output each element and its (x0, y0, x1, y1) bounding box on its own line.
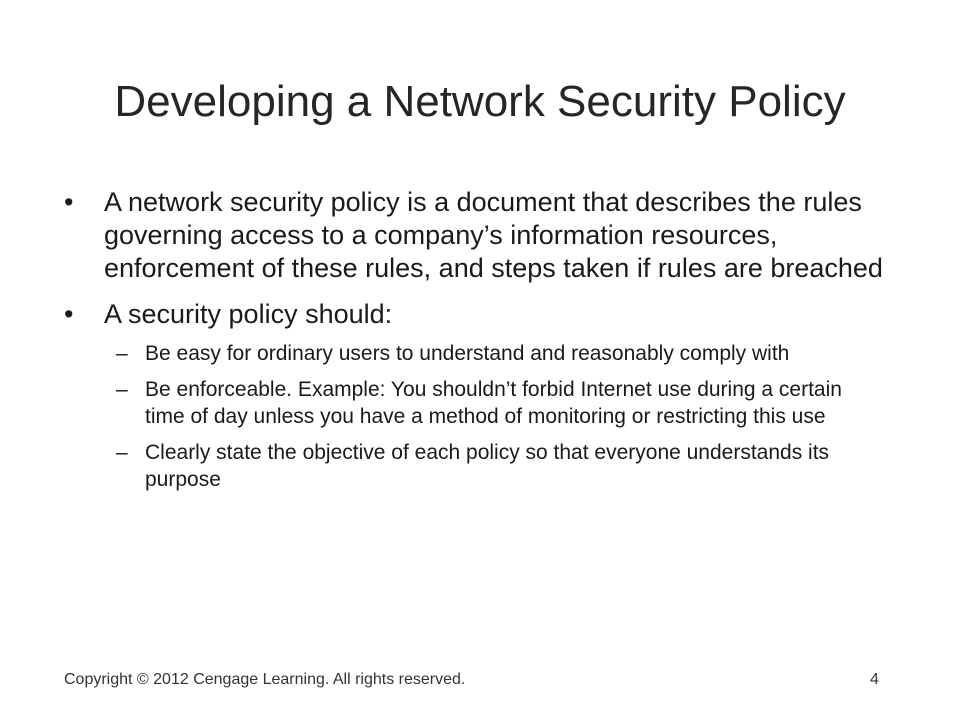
sub-bullet-marker: – (116, 342, 128, 365)
bullet-item (64, 298, 884, 331)
slide-content (64, 186, 884, 502)
sub-bullet-item (64, 376, 884, 430)
sub-bullet-item (64, 340, 884, 367)
sub-bullet-text: Clearly state the objective of each policy so that everyone understands its purpose (145, 441, 830, 491)
sub-bullet-marker: – (116, 378, 128, 401)
bullet-marker: • (64, 299, 74, 329)
sub-bullet-text: Be easy for ordinary users to understand and reasonably comply with (145, 342, 790, 365)
sub-bullet-item (64, 439, 884, 493)
sub-bullet-marker: – (116, 441, 128, 464)
page-number: 4 (870, 671, 879, 688)
bullet-item (64, 186, 884, 285)
footer-copyright: Copyright © 2012 Cengage Learning. All rights reserved. (64, 671, 466, 688)
slide-title: Developing a Network Security Policy (114, 77, 846, 126)
bullet-marker: • (64, 187, 74, 217)
sub-bullet-text: Be enforceable. Example: You shouldn’t forbid Internet use during a certain time of day unless you have a method of monitoring or restricting this use (145, 378, 842, 428)
bullet-text: A network security policy is a document that describes the rules governing access to a company’s information resources, enforcement of these rules, and steps taken if rules are breached (104, 187, 883, 283)
sub-bullet-list (64, 340, 884, 493)
bullet-text: A security policy should: (104, 299, 393, 329)
